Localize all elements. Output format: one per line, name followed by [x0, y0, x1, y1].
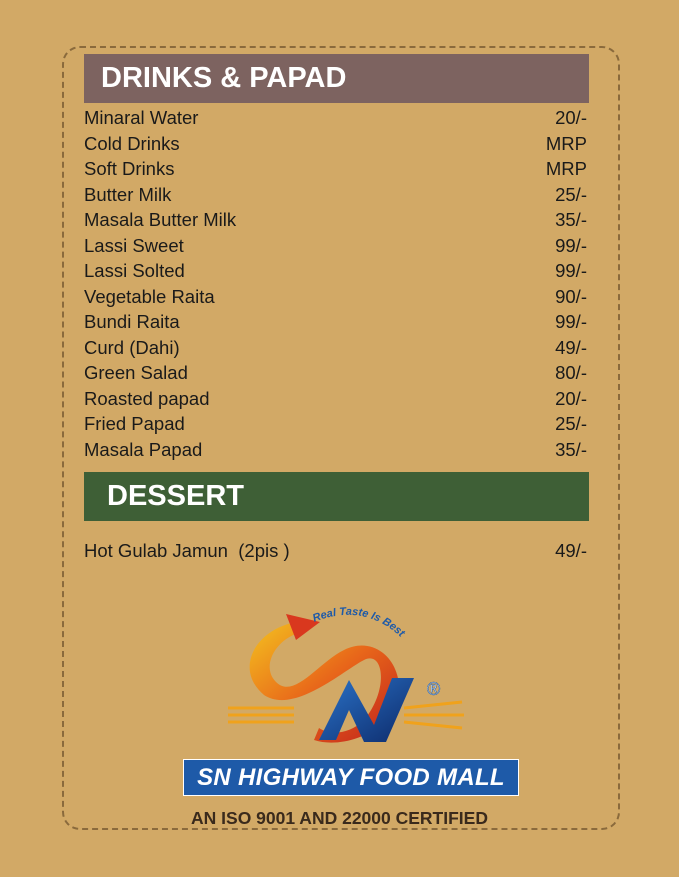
- brand-name-bar: SN HIGHWAY FOOD MALL: [183, 759, 519, 796]
- speed-lines-left: [228, 708, 294, 722]
- drinks-item-list: [84, 105, 587, 462]
- menu-item-price: 49/-: [555, 540, 587, 561]
- sn-logo-graphic: [224, 600, 468, 750]
- menu-item-row: [84, 258, 587, 284]
- menu-item-name: Green Salad: [84, 362, 188, 383]
- menu-item-row: [84, 335, 587, 361]
- menu-item-name: Lassi Sweet: [84, 234, 184, 256]
- menu-item-row: [84, 386, 587, 412]
- menu-item-name: Fried Papad: [84, 413, 185, 434]
- menu-item-name: Cold Drinks: [84, 132, 180, 154]
- certification-text: AN ISO 9001 AND 22000 CERTIFIED: [191, 808, 488, 828]
- speed-lines-right: [404, 702, 464, 728]
- menu-item-name: Masala Butter Milk: [84, 209, 237, 230]
- menu-item-row: [84, 182, 587, 208]
- menu-item-price: MRP: [545, 158, 587, 179]
- menu-item-price: 99/-: [555, 260, 587, 281]
- menu-item-price: 35/-: [555, 209, 587, 230]
- menu-item-name: Lassi Solted: [84, 260, 185, 281]
- menu-item-name: Curd (Dahi): [84, 336, 180, 358]
- menu-item-row: [84, 156, 587, 182]
- menu-item-name: Roasted papad: [84, 387, 210, 409]
- menu-item-row: [84, 360, 587, 386]
- menu-item-price: 20/-: [555, 107, 587, 128]
- sn-logo: [224, 600, 468, 750]
- menu-item-price: 80/-: [555, 362, 587, 383]
- menu-item-row: [84, 538, 587, 564]
- dessert-item-list: [84, 538, 587, 564]
- menu-item-row: [84, 309, 587, 335]
- menu-item-name: Masala Papad: [84, 438, 203, 460]
- letter-n: [319, 678, 414, 742]
- dessert-section-title: DESSERT: [84, 472, 589, 521]
- menu-item-price: 99/-: [555, 311, 587, 332]
- menu-item-row: [84, 105, 587, 131]
- menu-item-name: Soft Drinks: [84, 158, 175, 179]
- menu-item-row: [84, 233, 587, 259]
- menu-item-row: [84, 207, 587, 233]
- drinks-section-title: DRINKS & PAPAD: [84, 54, 589, 103]
- menu-item-name: Butter Milk: [84, 183, 172, 205]
- menu-item-name: Vegetable Raita: [84, 285, 215, 307]
- menu-item-row: [84, 437, 587, 463]
- menu-item-price: 99/-: [555, 234, 587, 256]
- menu-item-name: Hot Gulab Jamun (2pis ): [84, 540, 290, 561]
- menu-item-price: 35/-: [555, 438, 587, 460]
- menu-item-price: MRP: [545, 132, 587, 154]
- menu-item-price: 25/-: [555, 413, 587, 434]
- menu-item-price: 49/-: [555, 336, 587, 358]
- logo-tagline: Real Taste Is Best: [311, 605, 407, 640]
- menu-item-price: 90/-: [555, 285, 587, 307]
- menu-item-name: Bundi Raita: [84, 311, 180, 332]
- menu-item-price: 25/-: [555, 183, 587, 205]
- menu-item-row: [84, 411, 587, 437]
- menu-item-price: 20/-: [555, 387, 587, 409]
- menu-item-row: [84, 284, 587, 310]
- menu-item-row: [84, 131, 587, 157]
- registered-mark: ®: [427, 679, 441, 699]
- menu-item-name: Minaral Water: [84, 107, 199, 128]
